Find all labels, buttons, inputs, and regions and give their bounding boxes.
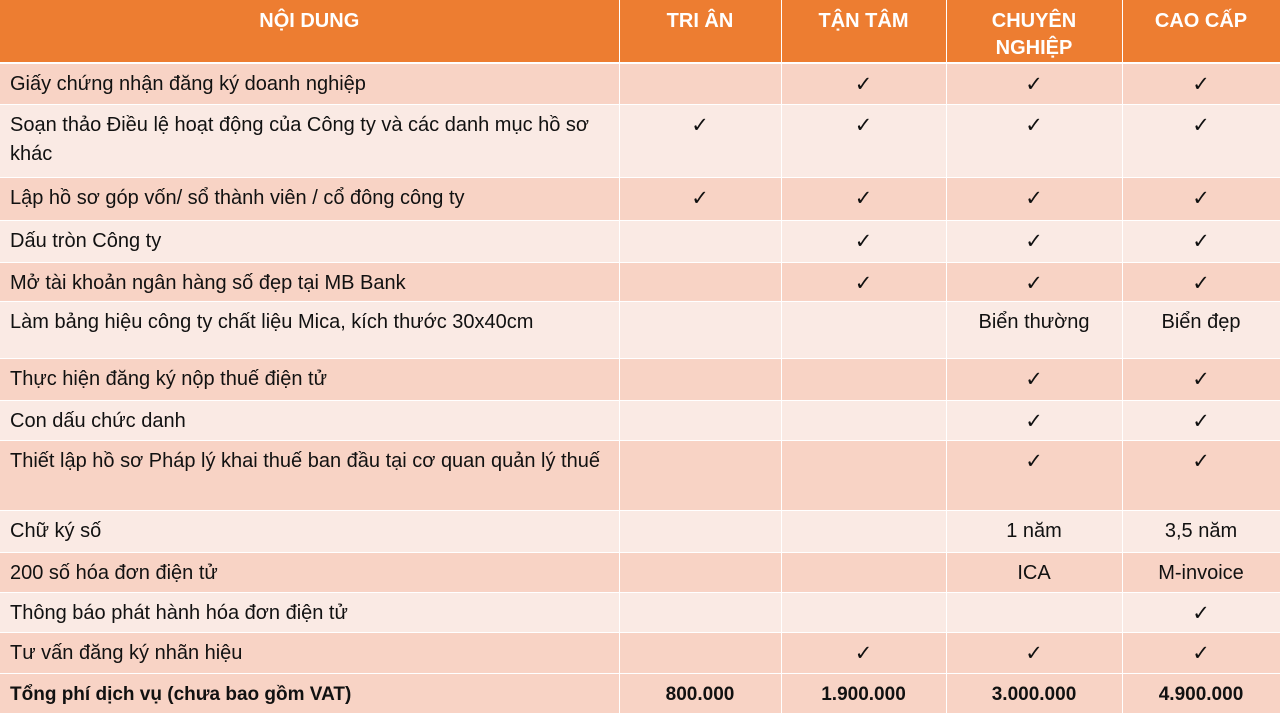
cell-tan-tam [781, 440, 946, 510]
cell-tan-tam: ✓ [781, 177, 946, 220]
table-row [0, 301, 1280, 358]
cell-cao-cap: ✓ [1122, 177, 1280, 220]
table-row [0, 220, 1280, 262]
cell-tri-an [619, 592, 781, 632]
cell-cao-cap: ✓ [1122, 262, 1280, 301]
row-label: Dấu tròn Công ty [0, 220, 619, 262]
total-tan-tam: 1.900.000 [781, 673, 946, 713]
cell-tri-an [619, 632, 781, 673]
cell-tri-an [619, 400, 781, 440]
cell-tan-tam: ✓ [781, 220, 946, 262]
cell-tan-tam: ✓ [781, 104, 946, 177]
cell-tan-tam [781, 592, 946, 632]
row-label: Chữ ký số [0, 510, 619, 552]
cell-tan-tam: ✓ [781, 63, 946, 104]
table-row [0, 104, 1280, 177]
cell-tan-tam [781, 552, 946, 592]
header-cao-cap: CAO CẤP [1122, 0, 1280, 63]
cell-chuyen-nghiep: ✓ [946, 400, 1122, 440]
total-row [0, 673, 1280, 713]
cell-tri-an: ✓ [619, 104, 781, 177]
cell-chuyen-nghiep [946, 592, 1122, 632]
table-row [0, 400, 1280, 440]
cell-tri-an [619, 262, 781, 301]
cell-cao-cap: M-invoice [1122, 552, 1280, 592]
cell-tri-an [619, 552, 781, 592]
row-label: Soạn thảo Điều lệ hoạt động của Công ty và các danh mục hồ sơ khác [0, 104, 619, 177]
cell-tan-tam [781, 510, 946, 552]
row-label: Thực hiện đăng ký nộp thuế điện tử [0, 358, 619, 400]
row-label: Thông báo phát hành hóa đơn điện tử [0, 592, 619, 632]
table-row [0, 440, 1280, 510]
table-row [0, 510, 1280, 552]
row-label: 200 số hóa đơn điện tử [0, 552, 619, 592]
cell-chuyen-nghiep: ICA [946, 552, 1122, 592]
cell-chuyen-nghiep: ✓ [946, 632, 1122, 673]
cell-tan-tam: ✓ [781, 262, 946, 301]
row-label: Thiết lập hồ sơ Pháp lý khai thuế ban đầu tại cơ quan quản lý thuế [0, 440, 619, 510]
cell-cao-cap: ✓ [1122, 632, 1280, 673]
cell-chuyen-nghiep: ✓ [946, 104, 1122, 177]
cell-tri-an: ✓ [619, 177, 781, 220]
cell-cao-cap: ✓ [1122, 592, 1280, 632]
total-cao-cap: 4.900.000 [1122, 673, 1280, 713]
table-row [0, 63, 1280, 104]
row-label: Tư vấn đăng ký nhãn hiệu [0, 632, 619, 673]
total-tri-an: 800.000 [619, 673, 781, 713]
cell-cao-cap: ✓ [1122, 63, 1280, 104]
table-row [0, 632, 1280, 673]
total-chuyen-nghiep: 3.000.000 [946, 673, 1122, 713]
cell-tri-an [619, 63, 781, 104]
row-label: Con dấu chức danh [0, 400, 619, 440]
cell-chuyen-nghiep: ✓ [946, 262, 1122, 301]
cell-tri-an [619, 220, 781, 262]
table-row [0, 358, 1280, 400]
cell-cao-cap: ✓ [1122, 220, 1280, 262]
cell-tan-tam [781, 301, 946, 358]
row-label: Giấy chứng nhận đăng ký doanh nghiệp [0, 63, 619, 104]
header-noi-dung: NỘI DUNG [0, 0, 619, 63]
row-label: Lập hồ sơ góp vốn/ sổ thành viên / cổ đông công ty [0, 177, 619, 220]
header-chuyen-nghiep-line2: NGHIỆP [995, 37, 1073, 59]
row-label: Làm bảng hiệu công ty chất liệu Mica, kích thước 30x40cm [0, 301, 619, 358]
header-chuyen-nghiep-line1: CHUYÊN [991, 10, 1077, 32]
header-tan-tam: TẬN TÂM [781, 0, 946, 63]
cell-tri-an [619, 440, 781, 510]
cell-chuyen-nghiep: ✓ [946, 440, 1122, 510]
cell-chuyen-nghiep: ✓ [946, 63, 1122, 104]
cell-tan-tam [781, 358, 946, 400]
row-label: Mở tài khoản ngân hàng số đẹp tại MB Bank [0, 262, 619, 301]
cell-cao-cap: Biển đẹp [1122, 301, 1280, 358]
total-label: Tổng phí dịch vụ (chưa bao gồm VAT) [0, 673, 619, 713]
cell-tri-an [619, 510, 781, 552]
cell-chuyen-nghiep: ✓ [946, 177, 1122, 220]
table-row [0, 552, 1280, 592]
cell-cao-cap: ✓ [1122, 440, 1280, 510]
cell-chuyen-nghiep: 1 năm [946, 510, 1122, 552]
header-row [0, 0, 1280, 63]
table-row [0, 177, 1280, 220]
cell-chuyen-nghiep: ✓ [946, 358, 1122, 400]
header-tri-an: TRI ÂN [619, 0, 781, 63]
cell-cao-cap: ✓ [1122, 358, 1280, 400]
cell-chuyen-nghiep: Biển thường [946, 301, 1122, 358]
header-chuyen-nghiep [946, 0, 1122, 63]
cell-chuyen-nghiep: ✓ [946, 220, 1122, 262]
cell-cao-cap: 3,5 năm [1122, 510, 1280, 552]
cell-tri-an [619, 301, 781, 358]
table-row [0, 262, 1280, 301]
table-row [0, 592, 1280, 632]
cell-tan-tam: ✓ [781, 632, 946, 673]
cell-cao-cap: ✓ [1122, 400, 1280, 440]
cell-cao-cap: ✓ [1122, 104, 1280, 177]
cell-tan-tam [781, 400, 946, 440]
cell-tri-an [619, 358, 781, 400]
